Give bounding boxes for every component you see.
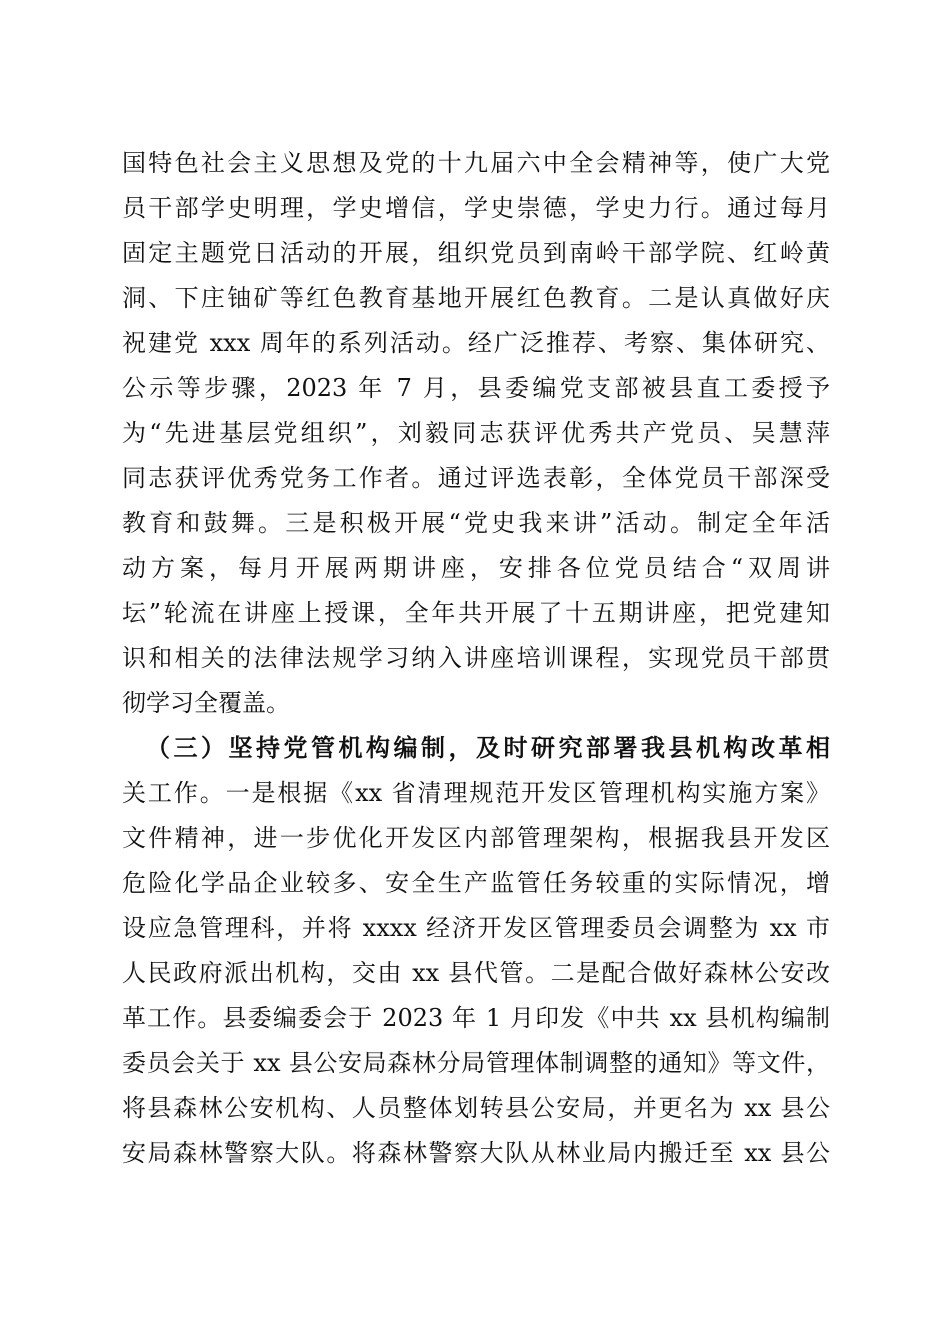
text-line: 国特色社会主义思想及党的十九届六中全会精神等，使广大党: [122, 149, 830, 177]
text-line: 固定主题党日活动的开展，组织党员到南岭干部学院、红岭黄: [122, 239, 830, 267]
text-line: 文件精神，进一步优化开发区内部管理架构，根据我县开发区: [122, 824, 830, 852]
text-line: 员干部学史明理，学史增信，学史崇德，学史力行。通过每月: [122, 194, 830, 222]
text-line: 坛”轮流在讲座上授课，全年共开展了十五期讲座，把党建知: [122, 599, 830, 627]
text-line: 革工作。县委编委会于 2023 年 1 月印发《中共 xx 县机构编制: [122, 1004, 830, 1032]
text-line: 同志获评优秀党务工作者。通过评选表彰，全体党员干部深受: [122, 464, 830, 492]
text-line: 公示等步骤，2023 年 7 月，县委编党支部被县直工委授予: [122, 374, 830, 402]
text-line: 安局森林警察大队。将森林警察大队从林业局内搬迁至 xx 县公: [122, 1139, 830, 1167]
section-heading: （三）坚持党管机构编制，及时研究部署我县机构改革相: [146, 733, 830, 762]
text-line: 洞、下庄铀矿等红色教育基地开展红色教育。二是认真做好庆: [122, 284, 830, 312]
text-line: 祝建党 xxx 周年的系列活动。经广泛推荐、考察、集体研究、: [122, 329, 830, 357]
text-line: 委员会关于 xx 县公安局森林分局管理体制调整的通知》等文件，: [122, 1049, 830, 1077]
text-line: 彻学习全覆盖。: [122, 689, 290, 717]
text-line: 关工作。一是根据《xx 省清理规范开发区管理机构实施方案》: [122, 779, 830, 807]
text-line: 教育和鼓舞。三是积极开展“党史我来讲”活动。制定全年活: [122, 509, 830, 537]
text-line: 为“先进基层党组织”，刘毅同志获评优秀共产党员、吴慧萍: [122, 419, 830, 447]
text-line: 识和相关的法律法规学习纳入讲座培训课程，实现党员干部贯: [122, 644, 830, 672]
text-line: 动方案，每月开展两期讲座，安排各位党员结合“双周讲: [122, 554, 830, 582]
text-line: 设应急管理科，并将 xxxx 经济开发区管理委员会调整为 xx 市: [122, 914, 830, 942]
text-line: 危险化学品企业较多、安全生产监管任务较重的实际情况，增: [122, 869, 830, 897]
text-line: 人民政府派出机构，交由 xx 县代管。二是配合做好森林公安改: [122, 959, 830, 987]
text-line: 将县森林公安机构、人员整体划转县公安局，并更名为 xx 县公: [122, 1094, 830, 1122]
